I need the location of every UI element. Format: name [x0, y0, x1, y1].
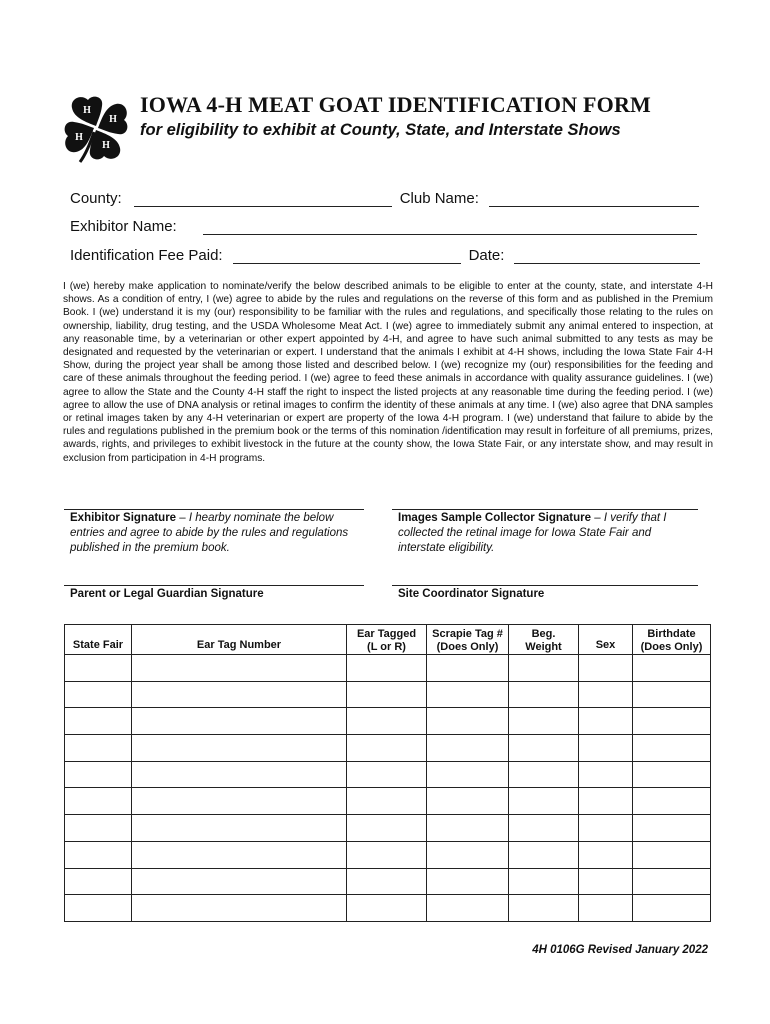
svg-text:H: H: [75, 132, 83, 143]
svg-text:H: H: [109, 114, 117, 125]
table-cell[interactable]: [347, 761, 427, 788]
table-cell[interactable]: [65, 735, 132, 762]
table-cell[interactable]: [509, 761, 579, 788]
exhibitor-signature-title: Exhibitor Signature: [70, 512, 177, 524]
table-cell[interactable]: [579, 868, 633, 895]
table-row: [65, 841, 711, 868]
agreement-text: I (we) hereby make application to nominate/verify the below described animals to be eligible to enter at the county, state, and interstate 4-H shows. As a condition of entry, I (we) agree to abide by the rules and regulations on the reverse of this form and as published in the Premium Book. I (we) understand it is my (our) responsibility to be familiar with the rules and regulations, and specifically those relating to the rules on ownership, liability, drug testing, and the USDA Wholesome Meat Act. I (we) agree to immediately submit any animal entered to inspection, at any reasonable time, by a veterinarian or other expert appointed by 4-H, and agree to have such animal submitted to any tests as may be designated and requested by the veterinarian or expert. I understand that the animals I exhibit at 4-H shows, including the Iowa State Fair 4-H Show, during the project year shall be among those listed and described below. I (we) recognize my (our) responsibilities for the feeding and care of these animals throughout the feeding period. I (we) agree to feed these animals in accordance with quality assurance guidelines. I (we) agree to allow the State and the County 4-H staff the right to inspect the listed projects at any reasonable time during the feeding period. I (we) agree to allow the use of DNA analysis or retinal images to confirm the identity of these animals at any time. I (we) also agree that DNA samples or retinal images taken by any 4-H veterinarian or expert are property of the Iowa 4-H program. I (we) understand that failure to abide by the rules and regulations published in the premium book or the terms of this nomination /identification may result in forfeiture of all premiums, prizes, awards, rights, and privileges to exhibit livestock in the future at the county show, the Iowa State Fair, or any interstate show, and may result in exclusion from participation in 4-H programs.: [63, 281, 713, 464]
parent-signature-title: Parent or Legal Guardian Signature: [70, 588, 264, 600]
form-subtitle: for eligibility to exhibit at County, State, and Interstate Shows: [140, 121, 621, 139]
table-cell[interactable]: [132, 788, 347, 815]
table-cell[interactable]: [65, 655, 132, 682]
parent-signature-block: [70, 587, 264, 602]
table-row: [65, 735, 711, 762]
table-cell[interactable]: [579, 681, 633, 708]
collector-signature-title: Images Sample Collector Signature: [398, 512, 592, 524]
table-cell[interactable]: [65, 841, 132, 868]
table-cell[interactable]: [509, 655, 579, 682]
table-cell[interactable]: [132, 708, 347, 735]
table-row: [65, 681, 711, 708]
col-header-ear-tag-number: Ear Tag Number: [132, 625, 347, 655]
exhibitor-row: [70, 213, 697, 235]
table-cell[interactable]: [427, 788, 509, 815]
table-cell[interactable]: [427, 761, 509, 788]
table-cell[interactable]: [509, 681, 579, 708]
table-cell[interactable]: [579, 708, 633, 735]
coordinator-signature-block: [398, 587, 544, 602]
table-cell[interactable]: [427, 681, 509, 708]
col-header-birthdate: Birthdate (Does Only): [633, 625, 711, 655]
exhibitor-signature-block: [70, 511, 362, 556]
table-cell[interactable]: [347, 655, 427, 682]
table-cell[interactable]: [633, 681, 711, 708]
table-cell[interactable]: [633, 868, 711, 895]
collector-signature-line[interactable]: [392, 509, 698, 510]
table-cell[interactable]: [132, 868, 347, 895]
table-cell[interactable]: [427, 895, 509, 922]
table-cell[interactable]: [509, 815, 579, 842]
table-cell[interactable]: [579, 761, 633, 788]
table-cell[interactable]: [132, 655, 347, 682]
table-cell[interactable]: [579, 735, 633, 762]
table-cell[interactable]: [347, 841, 427, 868]
table-cell[interactable]: [427, 868, 509, 895]
svg-text:H: H: [102, 140, 110, 151]
table-cell[interactable]: [65, 895, 132, 922]
table-cell[interactable]: [509, 868, 579, 895]
dash: –: [179, 512, 186, 524]
table-cell[interactable]: [633, 761, 711, 788]
exhibitor-name-field[interactable]: [203, 219, 697, 235]
table-cell[interactable]: [427, 655, 509, 682]
table-row: [65, 708, 711, 735]
dash: –: [594, 512, 601, 524]
table-body: [65, 655, 711, 922]
table-row: [65, 761, 711, 788]
animal-identification-table: [64, 624, 711, 922]
fee-paid-label: Identification Fee Paid:: [70, 247, 223, 264]
table-cell[interactable]: [509, 895, 579, 922]
fee-date-row: [70, 242, 700, 264]
table-row: [65, 868, 711, 895]
table-cell[interactable]: [347, 895, 427, 922]
county-field[interactable]: [134, 191, 392, 207]
county-label: County:: [70, 190, 122, 207]
svg-text:H: H: [83, 105, 91, 116]
table-cell[interactable]: [347, 788, 427, 815]
table-cell[interactable]: [509, 708, 579, 735]
table-cell[interactable]: [347, 735, 427, 762]
table-cell[interactable]: [579, 788, 633, 815]
table-cell[interactable]: [633, 841, 711, 868]
table-row: [65, 815, 711, 842]
col-header-ear-tagged: Ear Tagged (L or R): [347, 625, 427, 655]
table-cell[interactable]: [633, 788, 711, 815]
club-name-label: Club Name:: [399, 190, 479, 207]
table-cell[interactable]: [633, 655, 711, 682]
table-cell[interactable]: [132, 735, 347, 762]
collector-signature-block: [398, 511, 698, 556]
table-cell[interactable]: [427, 841, 509, 868]
fee-paid-field[interactable]: [233, 248, 461, 264]
table-cell[interactable]: [633, 815, 711, 842]
table-cell[interactable]: [347, 708, 427, 735]
date-field[interactable]: [514, 248, 700, 264]
table-cell[interactable]: [579, 895, 633, 922]
parent-signature-line[interactable]: [64, 585, 364, 586]
county-club-row: [70, 185, 699, 207]
table-cell[interactable]: [633, 708, 711, 735]
exhibitor-signature-line[interactable]: [64, 509, 364, 510]
table-cell[interactable]: [347, 815, 427, 842]
table-cell[interactable]: [132, 895, 347, 922]
table-cell[interactable]: [579, 841, 633, 868]
exhibitor-name-label: Exhibitor Name:: [70, 218, 177, 235]
table-cell[interactable]: [509, 788, 579, 815]
coordinator-signature-title: Site Coordinator Signature: [398, 588, 545, 600]
table-cell[interactable]: [509, 841, 579, 868]
coordinator-signature-line[interactable]: [392, 585, 698, 586]
col-header-scrapie-tag: Scrapie Tag # (Does Only): [427, 625, 509, 655]
table-cell[interactable]: [132, 815, 347, 842]
table-cell[interactable]: [65, 681, 132, 708]
4h-clover-logo: [60, 92, 132, 164]
table-cell[interactable]: [132, 761, 347, 788]
table-cell[interactable]: [65, 815, 132, 842]
table-cell[interactable]: [65, 788, 132, 815]
table-cell[interactable]: [65, 761, 132, 788]
form-title: IOWA 4-H MEAT GOAT IDENTIFICATION FORM: [140, 92, 652, 117]
table-cell[interactable]: [633, 895, 711, 922]
collector-signature-note: I verify that I collected the retinal image for Iowa State Fair and interstate eligibility.: [398, 512, 667, 554]
exhibitor-signature-note: I hearby nominate the below entries and agree to abide by the rules and regulations published in the premium book.: [70, 512, 349, 554]
table-cell[interactable]: [347, 681, 427, 708]
table-row: [65, 788, 711, 815]
table-row: [65, 655, 711, 682]
club-name-field[interactable]: [489, 191, 699, 207]
table-cell[interactable]: [509, 735, 579, 762]
col-header-beg-weight: Beg. Weight: [509, 625, 579, 655]
table-cell[interactable]: [579, 815, 633, 842]
table-cell[interactable]: [427, 735, 509, 762]
table-cell[interactable]: [132, 841, 347, 868]
table-cell[interactable]: [427, 815, 509, 842]
col-header-state-fair: State Fair: [65, 625, 132, 655]
table-cell[interactable]: [65, 868, 132, 895]
table-row: [65, 895, 711, 922]
table-cell[interactable]: [347, 868, 427, 895]
table-cell[interactable]: [65, 708, 132, 735]
date-label: Date:: [468, 247, 505, 264]
table-cell[interactable]: [579, 655, 633, 682]
table-cell[interactable]: [132, 681, 347, 708]
form-number: 4H 0106G Revised January 2022: [532, 944, 708, 956]
col-header-sex: Sex: [579, 625, 633, 655]
table-cell[interactable]: [427, 708, 509, 735]
table-cell[interactable]: [633, 735, 711, 762]
